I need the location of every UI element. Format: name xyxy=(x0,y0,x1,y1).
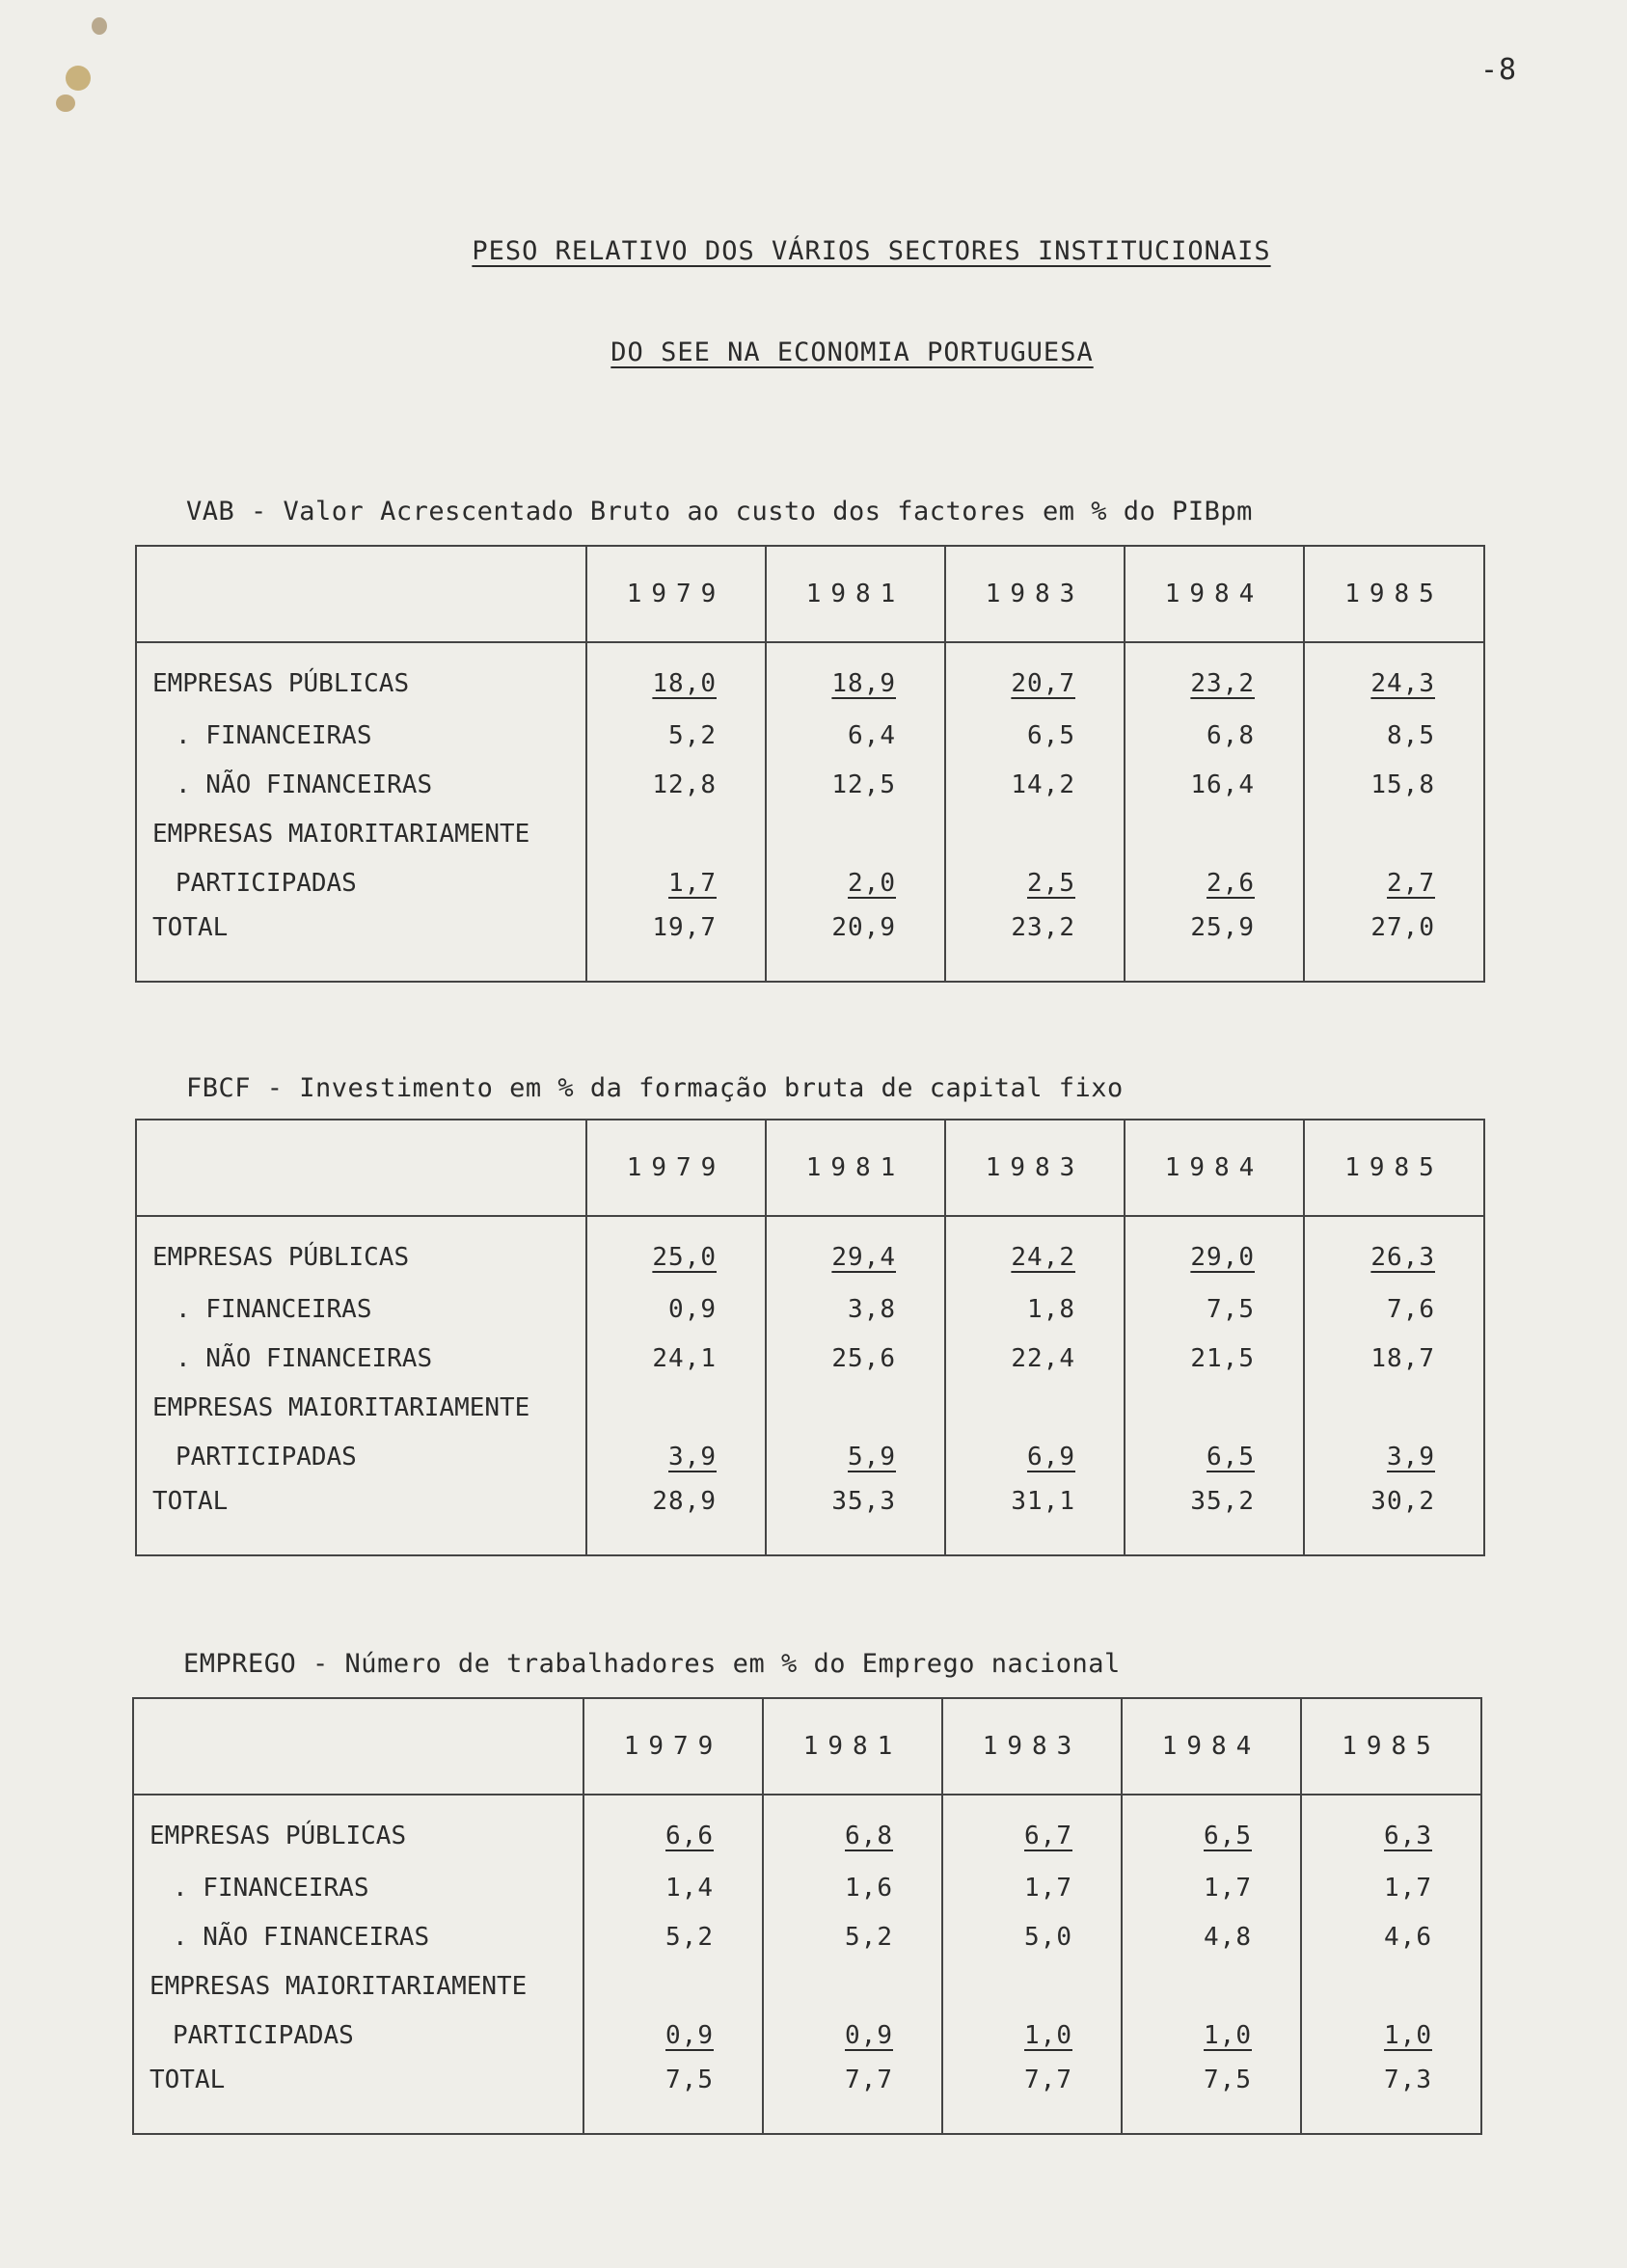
table-row xyxy=(136,1432,1484,1481)
value-cell: 21,5 xyxy=(1125,1334,1304,1383)
value-cell: 6,5 xyxy=(1207,1442,1255,1472)
year-header: 1984 xyxy=(1122,1698,1301,1795)
row-label: EMPRESAS MAIORITARIAMENTE xyxy=(133,1961,583,2011)
year-header: 1979 xyxy=(586,546,766,642)
year-header: 1979 xyxy=(586,1120,766,1216)
year-header: 1981 xyxy=(766,546,945,642)
value-cell: 7,6 xyxy=(1304,1284,1484,1334)
row-label: TOTAL xyxy=(133,2060,583,2134)
vab-table xyxy=(135,545,1485,983)
table-row xyxy=(136,809,1484,858)
row-label: EMPRESAS PÚBLICAS xyxy=(136,642,586,711)
value-cell: 1,0 xyxy=(1024,2020,1072,2050)
value-cell: 27,0 xyxy=(1304,907,1484,982)
table-row-total xyxy=(136,907,1484,982)
value-cell: 30,2 xyxy=(1304,1481,1484,1555)
page-subtitle: DO SEE NA ECONOMIA PORTUGUESA xyxy=(610,338,1094,367)
value-cell: 6,8 xyxy=(1125,711,1304,760)
value-cell: 4,6 xyxy=(1301,1912,1481,1961)
value-cell: 2,5 xyxy=(1027,868,1075,898)
value-cell: 7,3 xyxy=(1301,2060,1481,2134)
value-cell: 2,7 xyxy=(1387,868,1435,898)
value-cell: 1,6 xyxy=(763,1863,942,1912)
year-header: 1983 xyxy=(945,546,1125,642)
row-label: EMPRESAS MAIORITARIAMENTE xyxy=(136,809,586,858)
page-number: -8 xyxy=(1480,53,1518,87)
value-cell: 6,9 xyxy=(1027,1442,1075,1472)
table-row-total xyxy=(133,2060,1481,2134)
value-cell: 16,4 xyxy=(1125,760,1304,809)
value-cell: 18,9 xyxy=(831,669,896,698)
value-cell: 7,5 xyxy=(1125,1284,1304,1334)
row-label: . FINANCEIRAS xyxy=(136,711,586,760)
value-cell: 24,3 xyxy=(1370,669,1435,698)
table-row xyxy=(136,1216,1484,1284)
value-cell: 23,2 xyxy=(1190,669,1255,698)
row-label: TOTAL xyxy=(136,1481,586,1555)
value-cell: 29,4 xyxy=(831,1243,896,1272)
value-cell: 12,8 xyxy=(586,760,766,809)
value-cell: 7,5 xyxy=(583,2060,763,2134)
table-row xyxy=(133,2011,1481,2060)
year-header: 1985 xyxy=(1301,1698,1481,1795)
value-cell: 2,6 xyxy=(1207,868,1255,898)
row-label: . FINANCEIRAS xyxy=(136,1284,586,1334)
value-cell: 1,7 xyxy=(1301,1863,1481,1912)
value-cell: 7,7 xyxy=(942,2060,1122,2134)
year-header: 1985 xyxy=(1304,546,1484,642)
value-cell: 12,5 xyxy=(766,760,945,809)
vab-caption: VAB - Valor Acrescentado Bruto ao custo dos factores em % do PIBpm xyxy=(186,497,1253,526)
value-cell: 3,8 xyxy=(766,1284,945,1334)
value-cell: 23,2 xyxy=(945,907,1125,982)
table-row xyxy=(133,1961,1481,2011)
paper-speck xyxy=(66,66,91,91)
value-cell: 0,9 xyxy=(586,1284,766,1334)
value-cell: 20,7 xyxy=(1011,669,1075,698)
table-row xyxy=(136,1334,1484,1383)
emprego-table xyxy=(132,1697,1482,2135)
table-row xyxy=(133,1863,1481,1912)
row-label: EMPRESAS PÚBLICAS xyxy=(133,1795,583,1863)
value-cell: 8,5 xyxy=(1304,711,1484,760)
fbcf-table xyxy=(135,1119,1485,1556)
value-cell: 29,0 xyxy=(1190,1243,1255,1272)
table-header-row xyxy=(133,1698,1481,1795)
value-cell: 18,0 xyxy=(652,669,717,698)
table-row xyxy=(136,1284,1484,1334)
page-title: PESO RELATIVO DOS VÁRIOS SECTORES INSTITUCIONAIS xyxy=(472,236,1271,266)
value-cell: 14,2 xyxy=(945,760,1125,809)
value-cell: 7,7 xyxy=(763,2060,942,2134)
row-label: PARTICIPADAS xyxy=(136,1432,586,1481)
row-label: TOTAL xyxy=(136,907,586,982)
year-header: 1984 xyxy=(1125,1120,1304,1216)
value-cell: 6,3 xyxy=(1384,1822,1432,1850)
value-cell: 5,2 xyxy=(763,1912,942,1961)
value-cell: 6,8 xyxy=(845,1822,893,1850)
year-header: 1979 xyxy=(583,1698,763,1795)
year-header: 1985 xyxy=(1304,1120,1484,1216)
value-cell: 20,9 xyxy=(766,907,945,982)
value-cell: 1,0 xyxy=(1384,2020,1432,2050)
value-cell: 2,0 xyxy=(848,868,896,898)
table-row xyxy=(136,1383,1484,1432)
value-cell: 1,4 xyxy=(583,1863,763,1912)
table-header-row xyxy=(136,546,1484,642)
table-header-row xyxy=(136,1120,1484,1216)
value-cell: 1,7 xyxy=(1122,1863,1301,1912)
value-cell: 25,6 xyxy=(766,1334,945,1383)
value-cell: 1,7 xyxy=(668,868,717,898)
value-cell: 35,3 xyxy=(766,1481,945,1555)
value-cell: 6,5 xyxy=(945,711,1125,760)
value-cell: 24,1 xyxy=(586,1334,766,1383)
value-cell: 5,2 xyxy=(583,1912,763,1961)
value-cell: 31,1 xyxy=(945,1481,1125,1555)
value-cell: 5,0 xyxy=(942,1912,1122,1961)
value-cell: 15,8 xyxy=(1304,760,1484,809)
value-cell: 6,6 xyxy=(665,1822,714,1850)
row-label: PARTICIPADAS xyxy=(136,858,586,907)
value-cell: 6,4 xyxy=(766,711,945,760)
value-cell: 22,4 xyxy=(945,1334,1125,1383)
value-cell: 25,0 xyxy=(652,1243,717,1272)
value-cell: 6,5 xyxy=(1204,1822,1252,1850)
header-label-cell xyxy=(136,546,586,642)
fbcf-caption: FBCF - Investimento em % da formação bruta de capital fixo xyxy=(186,1073,1124,1103)
table-row xyxy=(136,760,1484,809)
value-cell: 25,9 xyxy=(1125,907,1304,982)
header-label-cell xyxy=(133,1698,583,1795)
table-row xyxy=(133,1912,1481,1961)
value-cell: 4,8 xyxy=(1122,1912,1301,1961)
value-cell: 5,9 xyxy=(848,1442,896,1472)
year-header: 1984 xyxy=(1125,546,1304,642)
table-row xyxy=(136,642,1484,711)
value-cell: 28,9 xyxy=(586,1481,766,1555)
value-cell: 3,9 xyxy=(668,1442,717,1472)
row-label: . NÃO FINANCEIRAS xyxy=(133,1912,583,1961)
row-label: . FINANCEIRAS xyxy=(133,1863,583,1912)
year-header: 1981 xyxy=(766,1120,945,1216)
year-header: 1983 xyxy=(945,1120,1125,1216)
value-cell: 7,5 xyxy=(1122,2060,1301,2134)
header-label-cell xyxy=(136,1120,586,1216)
row-label: EMPRESAS PÚBLICAS xyxy=(136,1216,586,1284)
table-row xyxy=(136,711,1484,760)
value-cell: 1,8 xyxy=(945,1284,1125,1334)
table-row xyxy=(136,858,1484,907)
table-row xyxy=(133,1795,1481,1863)
row-label: EMPRESAS MAIORITARIAMENTE xyxy=(136,1383,586,1432)
paper-speck xyxy=(92,17,107,35)
value-cell: 5,2 xyxy=(586,711,766,760)
paper-speck xyxy=(56,94,75,112)
value-cell: 6,7 xyxy=(1024,1822,1072,1850)
emprego-caption: EMPREGO - Número de trabalhadores em % do Emprego nacional xyxy=(183,1649,1121,1679)
year-header: 1983 xyxy=(942,1698,1122,1795)
value-cell: 1,0 xyxy=(1204,2020,1252,2050)
value-cell: 18,7 xyxy=(1304,1334,1484,1383)
table-row-total xyxy=(136,1481,1484,1555)
value-cell: 0,9 xyxy=(665,2020,714,2050)
value-cell: 24,2 xyxy=(1011,1243,1075,1272)
row-label: PARTICIPADAS xyxy=(133,2011,583,2060)
row-label: . NÃO FINANCEIRAS xyxy=(136,760,586,809)
value-cell: 35,2 xyxy=(1125,1481,1304,1555)
value-cell: 26,3 xyxy=(1370,1243,1435,1272)
row-label: . NÃO FINANCEIRAS xyxy=(136,1334,586,1383)
value-cell: 1,7 xyxy=(942,1863,1122,1912)
value-cell: 19,7 xyxy=(586,907,766,982)
value-cell: 0,9 xyxy=(845,2020,893,2050)
year-header: 1981 xyxy=(763,1698,942,1795)
value-cell: 3,9 xyxy=(1387,1442,1435,1472)
